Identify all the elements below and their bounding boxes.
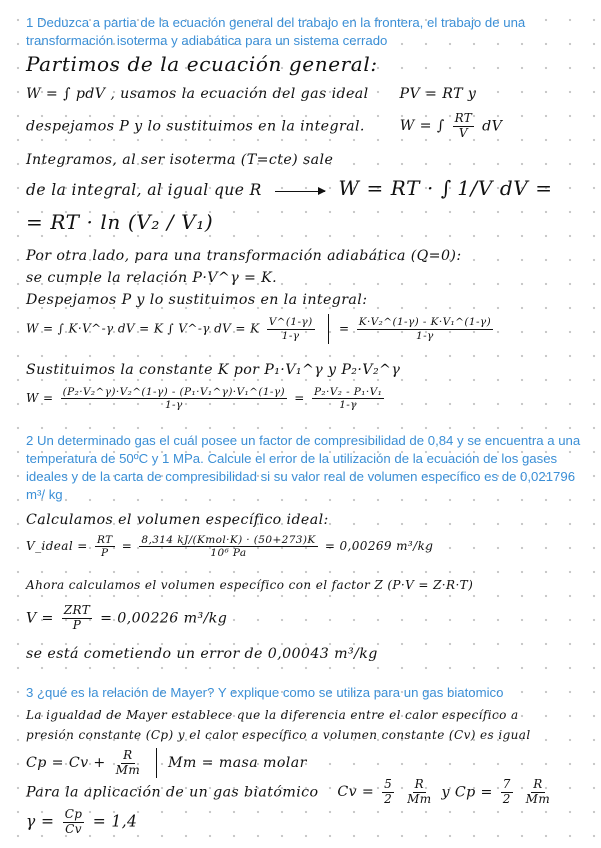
fraction-numerator: P₂·V₂ - P₁·V₁ [313,386,383,398]
conjunction: y [441,784,450,801]
power-fraction [267,316,315,341]
r-over-mm-fraction [405,778,433,807]
fraction-denominator: P [101,547,109,560]
r-over-mm-fraction [114,749,142,778]
answer-1-line-2 [26,86,476,102]
fraction-denominator: 1-γ [416,329,434,342]
equals-sign: = [121,539,133,554]
fraction-denominator: V [458,125,468,140]
rt-over-p-fraction [95,534,115,559]
fraction-numerator: 5 [384,777,393,791]
answer-3-line-4 [26,778,555,807]
fraction-numerator: K·V₂^(1-γ) - K·V₁^(1-γ) [358,316,492,329]
answer-1-text-3: despejamos P y lo sustituimos en la integral. [26,118,365,135]
cp-label: Cp = [454,784,493,801]
diatomic-intro: Para la aplicación de un gas biatómico [26,784,319,801]
ideal-gas-equation: PV = RT y [399,86,477,102]
isothermal-work-formula: W = RT · ∫ [338,176,452,200]
ideal-volume-label: V_ideal = [26,539,88,554]
answer-1-line-10 [26,314,496,344]
work-label: W = [26,391,54,406]
substituted-fraction [61,386,287,411]
fraction-numerator: (P₂·V₂^γ)·V₂^(1-γ) - (P₁·V₁^γ)·V₁^(1-γ) [62,386,286,398]
separator-bar [156,748,157,778]
answer-1-line-11: Sustituimos la constante K por P₁·V₁^γ y P₂·V₂^γ [26,362,401,378]
r-over-mm-fraction [524,778,552,807]
answer-2-line-2 [26,534,433,559]
gamma-result: = 1,4 [92,812,138,831]
isothermal-integrand: 1/V dV = [457,176,553,200]
answer-2-line-5: se está cometiendo un error de 0,00043 m³/kg [26,646,378,662]
fraction-numerator: V^(1-γ) [268,316,313,329]
answer-2-line-4 [26,604,227,633]
fraction-numerator: ZRT [63,603,91,617]
equals-sign: = [339,321,350,336]
seven-halves-fraction [501,778,513,807]
answer-2-line-3: Ahora calculamos el volumen específico con el factor Z (P·V = Z·R·T) [26,578,474,592]
fraction-numerator: R [123,747,133,762]
integral-label: W = ∫ [399,118,445,135]
real-volume-result: = 0,00226 m³/kg [100,610,228,627]
answer-1-line-4: Integramos, al ser isoterma (T=cte) sale [26,152,334,168]
five-halves-fraction [382,778,394,807]
evaluated-fraction [357,316,493,341]
rt-over-v-fraction [453,112,475,141]
fraction-numerator: R [533,777,543,791]
answer-1-line-9: Despejamos P y lo sustituimos en la integral: [26,292,368,308]
fraction-denominator: 1-γ [164,399,183,412]
answer-1-text-2: pdV , usamos la ecuación del gas ideal [75,86,369,102]
work-integral: W = ∫ [26,86,71,102]
answer-1-line-1: Partimos de la ecuación general: [26,52,378,76]
numeric-fraction [139,534,317,559]
fraction-numerator: 8,314 kJ/(Kmol·K) · (50+273)K [141,534,316,546]
answer-1-line-12 [26,386,387,411]
equals-sign: = [294,391,305,406]
fraction-numerator: 7 [502,777,511,791]
fraction-denominator: 2 [502,791,511,806]
fraction-denominator: 1-γ [281,329,300,342]
evaluation-bar [328,314,329,344]
adiabatic-work-fraction [312,386,384,411]
fraction-denominator: Mm [407,791,432,806]
ideal-volume-result: = 0,00269 m³/kg [324,539,434,554]
fraction-denominator: 2 [384,791,393,806]
fraction-numerator: R [414,777,425,791]
dv-label: dV [482,118,503,135]
answer-1-text-5: de la integral, al igual que R [26,181,262,199]
fraction-denominator: Mm [115,762,141,777]
question-2: 2 Un determinado gas el cuál posee un factor de compresibilidad de 0,84 y se encuentra a una temperatura de 50ºC y 1 MPa. Calcule el error de la utilización de la ecuación de los gases ideales y de la carta de compresibilidad si su valor real de volumen específico es de 0,021796 m³/ kg [26,433,581,502]
question-1: 1 Deduzca a partia de la ecuación general del trabajo en la frontera, el trabajo de una transformación isoterma y adiabática para un sistema cerrado [26,15,526,48]
mayer-relation: Cp = Cv + [26,755,106,771]
answer-1-line-7: Por otra lado, para una transformación adiabática (Q=0): [26,248,462,264]
volume-label: V = [26,610,54,627]
fraction-denominator: 10⁶ Pa [210,547,247,560]
cp-over-cv-fraction [63,808,85,837]
fraction-numerator: RT [454,111,473,125]
molar-mass-note: Mm = masa molar [167,755,307,771]
fraction-denominator: P [72,617,82,632]
answer-1-line-5 [26,176,553,200]
fraction-numerator: RT [96,534,113,546]
arrow-icon [275,191,325,192]
gamma-label: γ = [26,812,55,831]
fraction-denominator: Mm [525,791,551,806]
adiabatic-integral: W = ∫ K·V^-γ dV = K ∫ V^-γ dV = K [26,321,260,336]
answer-3-line-5 [26,808,137,837]
answer-1-line-3 [26,112,502,141]
answer-3-line-3 [26,748,307,778]
answer-2-line-1: Calculamos el volumen específico ideal: [26,512,329,528]
answer-1-line-8: se cumple la relación P·V^γ = K. [26,270,278,286]
answer-3-line-2: presión constante (Cp) y el calor específico a volumen constante (Cv) es igual [26,728,531,742]
zrt-over-p-fraction [62,604,92,633]
cv-label: Cv = [337,784,375,801]
answer-3-line-1: La igualdad de Mayer establece que la diferencia entre el calor específico a [26,708,519,722]
question-3: 3 ¿qué es la relación de Mayer? Y explique como se utiliza para un gas biatomico [26,685,504,700]
fraction-denominator: Cv [65,821,82,836]
answer-1-line-6: = RT · ln (V₂ / V₁) [26,210,214,234]
fraction-numerator: Cp [64,807,83,821]
fraction-denominator: 1-γ [339,399,357,412]
